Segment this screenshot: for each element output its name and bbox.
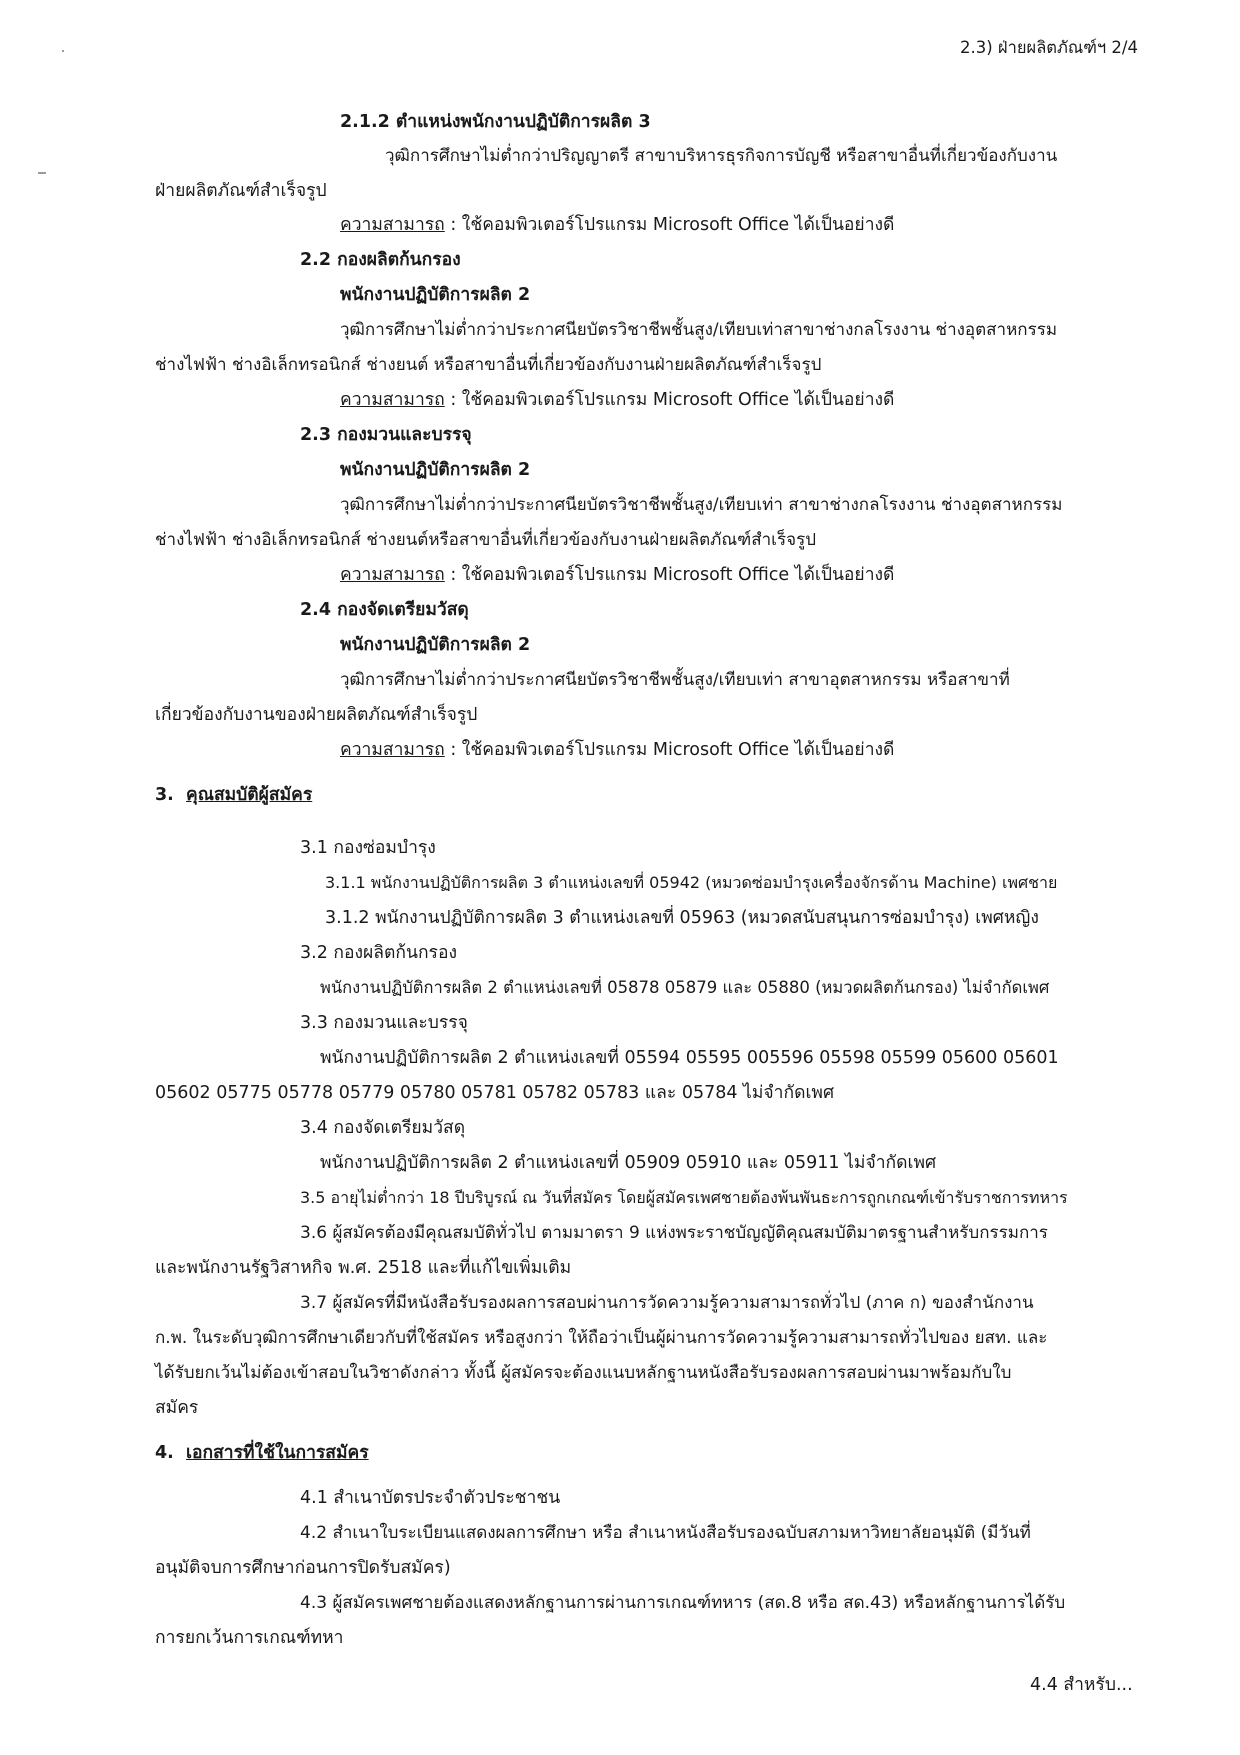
ability-text: : ใช้คอมพิวเตอร์โปรแกรม Microsoft Office ได้เป็นอย่างดี <box>444 740 895 760</box>
ability-label: ความสามารถ <box>340 215 445 235</box>
s24-ability <box>340 740 894 761</box>
s33-detail-line1: พนักงานปฏิบัติการผลิต 2 ตำแหน่งเลขที่ 05594 05595 005596 05598 05599 05600 05601 <box>320 1048 1059 1068</box>
subsection-2-4-title: 2.4 กองจัดเตรียมวัสดุ <box>300 600 469 620</box>
section-4-heading <box>155 1443 369 1464</box>
s23-ability <box>340 565 894 586</box>
s22-ability <box>340 390 894 411</box>
s41-item: 4.1 สำเนาบัตรประจำตัวประชาชน <box>300 1488 561 1508</box>
s37-line4: สมัคร <box>155 1398 199 1418</box>
s23-education-line2: ช่างไฟฟ้า ช่างอิเล็กทรอนิกส์ ช่างยนต์หรือสาขาอื่นที่เกี่ยวข้องกับงานฝ่ายผลิตภัณฑ์สำเร็จรูป <box>155 530 817 550</box>
s35-item: 3.5 อายุไม่ต่ำกว่า 18 ปีบริบูรณ์ ณ วันที่สมัคร โดยผู้สมัครเพศชายต้องพ้นพันธะการถูกเกณฑ์เข้ารับราชการทหาร <box>300 1188 1068 1207</box>
s22-education-line2: ช่างไฟฟ้า ช่างอิเล็กทรอนิกส์ ช่างยนต์ หรือสาขาอื่นที่เกี่ยวข้องกับงานฝ่ายผลิตภัณฑ์สำเร็จรูป <box>155 355 822 375</box>
s37-line1: 3.7 ผู้สมัครที่มีหนังสือรับรองผลการสอบผ่านการวัดความรู้ความสามารถทั่วไป (ภาค ก) ของสำนักงาน <box>300 1293 1034 1313</box>
s34-detail: พนักงานปฏิบัติการผลิต 2 ตำแหน่งเลขที่ 05909 05910 และ 05911 ไม่จำกัดเพศ <box>320 1153 937 1173</box>
s36-line1: 3.6 ผู้สมัครต้องมีคุณสมบัติทั่วไป ตามมาตรา 9 แห่งพระราชบัญญัติคุณสมบัติมาตรฐานสำหรับกรรมการ <box>300 1223 1048 1243</box>
subsection-2-2-title: 2.2 กองผลิตก้นกรอง <box>300 250 461 270</box>
s24-education-line1: วุฒิการศึกษาไม่ต่ำกว่าประกาศนียบัตรวิชาชีพชั้นสูง/เทียบเท่า สาขาอุตสาหกรรม หรือสาขาที่ <box>340 670 1010 690</box>
section-3-heading <box>155 785 312 806</box>
ability-text: : ใช้คอมพิวเตอร์โปรแกรม Microsoft Office ได้เป็นอย่างดี <box>444 215 895 235</box>
s37-line2: ก.พ. ในระดับวุฒิการศึกษาเดียวกับที่ใช้สมัคร หรือสูงกว่า ให้ถือว่าเป็นผู้ผ่านการวัดความรู้ความสามารถทั่วไปของ ยสท. และ <box>155 1328 1048 1348</box>
s33-title: 3.3 กองมวนและบรรจุ <box>300 1013 468 1033</box>
s24-position: พนักงานปฏิบัติการผลิต 2 <box>340 635 531 655</box>
s22-position: พนักงานปฏิบัติการผลิต 2 <box>340 285 531 305</box>
s42-line2: อนุมัติจบการศึกษาก่อนการปิดรับสมัคร) <box>155 1558 451 1578</box>
ability-label: ความสามารถ <box>340 390 445 410</box>
section-3-title: คุณสมบัติผู้สมัคร <box>186 785 313 805</box>
s312-item: 3.1.2 พนักงานปฏิบัติการผลิต 3 ตำแหน่งเลขที่ 05963 (หมวดสนับสนุนการซ่อมบำรุง) เพศหญิง <box>325 908 1039 928</box>
s36-line2: และพนักงานรัฐวิสาหกิจ พ.ศ. 2518 และที่แก้ไขเพิ่มเติม <box>155 1258 572 1278</box>
s32-detail: พนักงานปฏิบัติการผลิต 2 ตำแหน่งเลขที่ 05878 05879 และ 05880 (หมวดผลิตก้นกรอง) ไม่จำกัดเพศ <box>320 978 1050 997</box>
s212-education-line2: ฝ่ายผลิตภัณฑ์สำเร็จรูป <box>155 181 327 201</box>
s24-education-line2: เกี่ยวข้องกับงานของฝ่ายผลิตภัณฑ์สำเร็จรูป <box>155 705 478 725</box>
scan-speck <box>62 50 64 52</box>
s22-education-line1: วุฒิการศึกษาไม่ต่ำกว่าประกาศนียบัตรวิชาชีพชั้นสูง/เทียบเท่าสาขาช่างกลโรงงาน ช่างอุตสาหกรรม <box>340 320 1058 340</box>
s34-title: 3.4 กองจัดเตรียมวัสดุ <box>300 1118 466 1138</box>
s311-item: 3.1.1 พนักงานปฏิบัติการผลิต 3 ตำแหน่งเลขที่ 05942 (หมวดซ่อมบำรุงเครื่องจักรด้าน Machine) เพศชาย <box>325 873 1058 892</box>
subsection-2-1-2-title: 2.1.2 ตำแหน่งพนักงานปฏิบัติการผลิต 3 <box>340 112 651 132</box>
ability-label: ความสามารถ <box>340 740 445 760</box>
s212-ability <box>340 215 894 236</box>
s37-line3: ได้รับยกเว้นไม่ต้องเข้าสอบในวิชาดังกล่าว ทั้งนี้ ผู้สมัครจะต้องแนบหลักฐานหนังสือรับรองผลการสอบผ่านมาพร้อมกับใบ <box>155 1363 1012 1383</box>
section-4-title: เอกสารที่ใช้ในการสมัคร <box>186 1443 369 1463</box>
s43-line2: การยกเว้นการเกณฑ์ทหา <box>155 1628 344 1648</box>
s23-education-line1: วุฒิการศึกษาไม่ต่ำกว่าประกาศนียบัตรวิชาชีพชั้นสูง/เทียบเท่า สาขาช่างกลโรงงาน ช่างอุตสาหกรรม <box>340 495 1063 515</box>
continuation-marker: 4.4 สำหรับ... <box>1030 1675 1133 1695</box>
s31-title: 3.1 กองซ่อมบำรุง <box>300 838 436 858</box>
section-3-number: 3. <box>155 785 174 805</box>
ability-label: ความสามารถ <box>340 565 445 585</box>
subsection-2-3-title: 2.3 กองมวนและบรรจุ <box>300 425 472 445</box>
ability-text: : ใช้คอมพิวเตอร์โปรแกรม Microsoft Office ได้เป็นอย่างดี <box>444 390 895 410</box>
s212-education-line1: วุฒิการศึกษาไม่ต่ำกว่าปริญญาตรี สาขาบริหารธุรกิจการบัญชี หรือสาขาอื่นที่เกี่ยวข้องกับงาน <box>385 146 1058 166</box>
s43-line1: 4.3 ผู้สมัครเพศชายต้องแสดงหลักฐานการผ่านการเกณฑ์ทหาร (สด.8 หรือ สด.43) หรือหลักฐานการได้รับ <box>300 1593 1066 1613</box>
s33-detail-line2: 05602 05775 05778 05779 05780 05781 05782 05783 และ 05784 ไม่จำกัดเพศ <box>155 1083 835 1103</box>
scan-speck <box>38 172 46 174</box>
section-4-number: 4. <box>155 1443 174 1463</box>
page-reference: 2.3) ฝ่ายผลิตภัณฑ์ฯ 2/4 <box>960 38 1138 57</box>
ability-text: : ใช้คอมพิวเตอร์โปรแกรม Microsoft Office ได้เป็นอย่างดี <box>444 565 895 585</box>
s32-title: 3.2 กองผลิตก้นกรอง <box>300 943 457 963</box>
s42-line1: 4.2 สำเนาใบระเบียนแสดงผลการศึกษา หรือ สำเนาหนังสือรับรองฉบับสภามหาวิทยาลัยอนุมัติ (มีวันที่ <box>300 1523 1031 1543</box>
s23-position: พนักงานปฏิบัติการผลิต 2 <box>340 460 531 480</box>
